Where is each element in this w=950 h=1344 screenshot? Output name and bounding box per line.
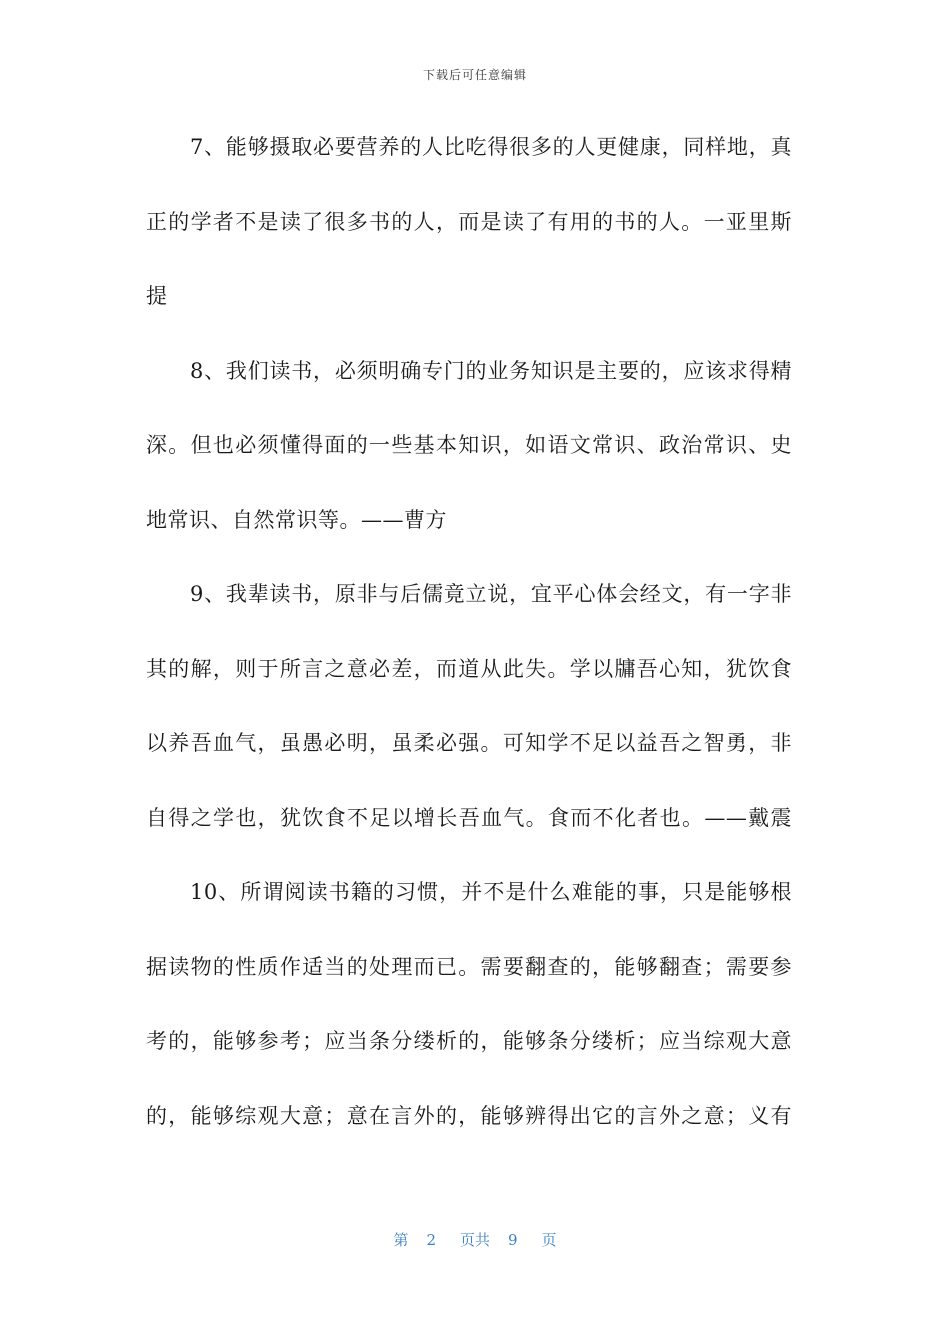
footer-page-number: 2 bbox=[426, 1231, 436, 1249]
footer-suffix: 页 bbox=[541, 1231, 557, 1249]
paragraph-line: 10、所谓阅读书籍的习惯，并不是什么难能的事，只是能够根 bbox=[190, 880, 792, 904]
paragraph-line: 其的解，则于所言之意必差，而道从此失。学以牗吾心知，犹饮食 bbox=[146, 656, 792, 681]
paragraph-line: 深。但也必须懂得面的一些基本知识，如语文常识、政治常识、史 bbox=[146, 433, 792, 457]
paragraph-line: 8、我们读书，必须明确专门的业务知识是主要的，应该求得精 bbox=[190, 358, 792, 383]
paragraph-line: 以养吾血气，虽愚必明，虽柔必强。可知学不足以益吾之智勇，非 bbox=[146, 731, 792, 755]
paragraph-line: 自得之学也，犹饮食不足以增长吾血气。食而不化者也。——戴震 bbox=[146, 805, 792, 830]
footer-middle: 页共 bbox=[459, 1231, 490, 1249]
paragraph-line: 考的，能够参考；应当条分缕析的，能够条分缕析；应当综观大意 bbox=[146, 1029, 792, 1053]
paragraph-line: 9、我辈读书，原非与后儒竟立说，宜平心体会经文，有一字非 bbox=[190, 582, 792, 606]
paragraph-line: 地常识、自然常识等。——曹方 bbox=[146, 507, 447, 532]
paragraph-line: 提 bbox=[146, 284, 168, 308]
header-note: 下载后可任意编辑 bbox=[422, 68, 527, 82]
paragraph-line: 7、能够摄取必要营养的人比吃得很多的人更健康，同样地，真 bbox=[190, 135, 792, 159]
footer-total-pages: 9 bbox=[508, 1231, 518, 1249]
page-footer bbox=[0, 1229, 950, 1250]
paragraph-line: 正的学者不是读了很多书的人，而是读了有用的书的人。一亚里斯 bbox=[146, 209, 792, 234]
paragraph-line: 的，能够综观大意；意在言外的，能够辨得出它的言外之意；义有 bbox=[146, 1103, 792, 1128]
footer-prefix: 第 bbox=[393, 1231, 409, 1249]
paragraph-line: 据读物的性质作适当的处理而已。需要翻查的，能够翻查；需要参 bbox=[146, 954, 792, 979]
document-body bbox=[146, 120, 792, 1163]
